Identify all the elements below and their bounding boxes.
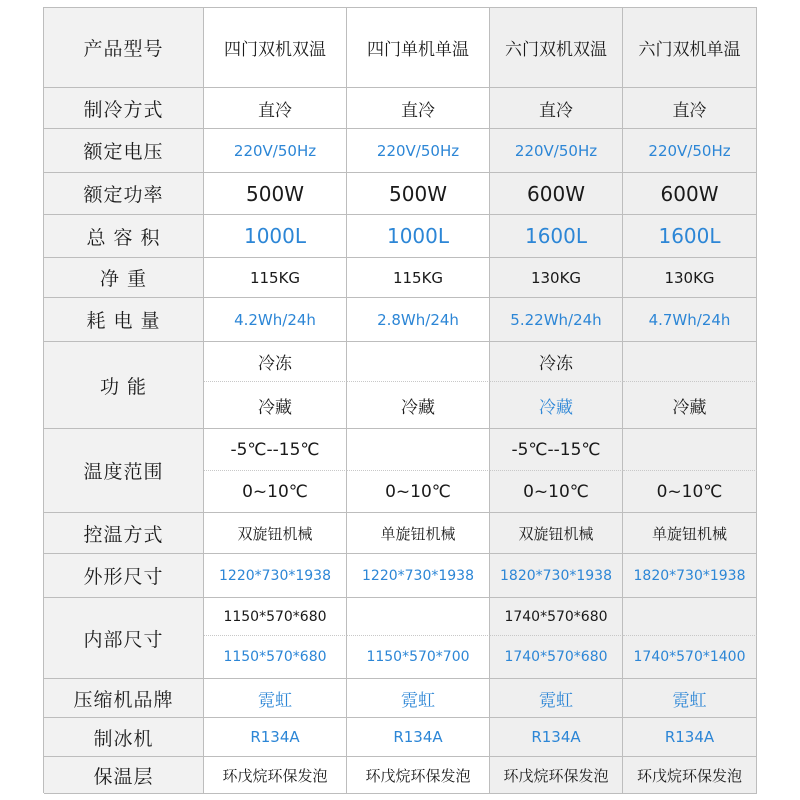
cell-weight: 130KG (623, 258, 757, 298)
cell-control: 双旋钮机械 (204, 513, 347, 554)
row-label-icemaker: 制冰机 (44, 718, 204, 757)
row-label-insulation: 保温层 (44, 757, 204, 794)
cell-outer: 1220*730*1938 (204, 554, 347, 598)
row-label-function: 功 能 (44, 342, 204, 429)
row-label-weight: 净 重 (44, 258, 204, 298)
cell-outer: 1820*730*1938 (623, 554, 757, 598)
cell-inner-top (623, 598, 757, 636)
cell-volume: 1600L (490, 215, 623, 258)
model-name: 四门双机双温 (204, 8, 347, 88)
cell-voltage: 220V/50Hz (204, 129, 347, 173)
cell-energy: 4.7Wh/24h (623, 298, 757, 342)
cell-inner-top: 1740*570*680 (490, 598, 623, 636)
row-label-inner: 内部尺寸 (44, 598, 204, 679)
cell-icemaker: R134A (623, 718, 757, 757)
cell-icemaker: R134A (490, 718, 623, 757)
cell-temp-bottom: 0~10℃ (623, 471, 757, 513)
cell-volume: 1000L (347, 215, 490, 258)
cell-inner-top (347, 598, 490, 636)
cell-temp-top (623, 429, 757, 471)
cell-weight: 130KG (490, 258, 623, 298)
cell-inner-bottom: 1740*570*1400 (623, 636, 757, 679)
model-name: 四门单机单温 (347, 8, 490, 88)
cell-icemaker: R134A (347, 718, 490, 757)
cell-energy: 4.2Wh/24h (204, 298, 347, 342)
cell-weight: 115KG (347, 258, 490, 298)
row-label-volume: 总 容 积 (44, 215, 204, 258)
cell-weight: 115KG (204, 258, 347, 298)
cell-inner-bottom: 1740*570*680 (490, 636, 623, 679)
cell-compressor: 霓虹 (490, 679, 623, 718)
cell-temp-top: -5℃--15℃ (490, 429, 623, 471)
cell-temp-bottom: 0~10℃ (347, 471, 490, 513)
cell-function-top: 冷冻 (490, 342, 623, 382)
cell-cooling: 直冷 (623, 88, 757, 129)
cell-power: 500W (347, 173, 490, 215)
row-label-power: 额定功率 (44, 173, 204, 215)
cell-function-top: 冷冻 (204, 342, 347, 382)
row-label-compressor: 压缩机品牌 (44, 679, 204, 718)
cell-control: 单旋钮机械 (347, 513, 490, 554)
model-name: 六门双机单温 (623, 8, 757, 88)
cell-insulation: 环戊烷环保发泡 (204, 757, 347, 794)
cell-compressor: 霓虹 (623, 679, 757, 718)
cell-function-top (347, 342, 490, 382)
cell-temp-top: -5℃--15℃ (204, 429, 347, 471)
cell-cooling: 直冷 (204, 88, 347, 129)
cell-icemaker: R134A (204, 718, 347, 757)
cell-compressor: 霓虹 (204, 679, 347, 718)
spec-table (43, 7, 757, 793)
cell-function-bottom: 冷藏 (623, 382, 757, 429)
cell-outer: 1820*730*1938 (490, 554, 623, 598)
cell-energy: 2.8Wh/24h (347, 298, 490, 342)
cell-control: 双旋钮机械 (490, 513, 623, 554)
cell-function-bottom: 冷藏 (347, 382, 490, 429)
cell-inner-bottom: 1150*570*700 (347, 636, 490, 679)
cell-function-top (623, 342, 757, 382)
row-label-temp: 温度范围 (44, 429, 204, 513)
cell-temp-bottom: 0~10℃ (204, 471, 347, 513)
row-label-outer: 外形尺寸 (44, 554, 204, 598)
row-label-cooling: 制冷方式 (44, 88, 204, 129)
cell-power: 600W (490, 173, 623, 215)
model-name: 六门双机双温 (490, 8, 623, 88)
cell-insulation: 环戊烷环保发泡 (347, 757, 490, 794)
cell-outer: 1220*730*1938 (347, 554, 490, 598)
cell-insulation: 环戊烷环保发泡 (623, 757, 757, 794)
cell-voltage: 220V/50Hz (347, 129, 490, 173)
cell-voltage: 220V/50Hz (490, 129, 623, 173)
cell-inner-bottom: 1150*570*680 (204, 636, 347, 679)
cell-insulation: 环戊烷环保发泡 (490, 757, 623, 794)
cell-temp-top (347, 429, 490, 471)
cell-function-bottom: 冷藏 (490, 382, 623, 429)
cell-compressor: 霓虹 (347, 679, 490, 718)
cell-voltage: 220V/50Hz (623, 129, 757, 173)
cell-energy: 5.22Wh/24h (490, 298, 623, 342)
header-label: 产品型号 (44, 8, 204, 88)
cell-control: 单旋钮机械 (623, 513, 757, 554)
cell-temp-bottom: 0~10℃ (490, 471, 623, 513)
cell-power: 500W (204, 173, 347, 215)
cell-function-bottom: 冷藏 (204, 382, 347, 429)
row-label-control: 控温方式 (44, 513, 204, 554)
cell-inner-top: 1150*570*680 (204, 598, 347, 636)
cell-volume: 1000L (204, 215, 347, 258)
cell-power: 600W (623, 173, 757, 215)
row-label-voltage: 额定电压 (44, 129, 204, 173)
cell-cooling: 直冷 (490, 88, 623, 129)
row-label-energy: 耗 电 量 (44, 298, 204, 342)
cell-volume: 1600L (623, 215, 757, 258)
cell-cooling: 直冷 (347, 88, 490, 129)
